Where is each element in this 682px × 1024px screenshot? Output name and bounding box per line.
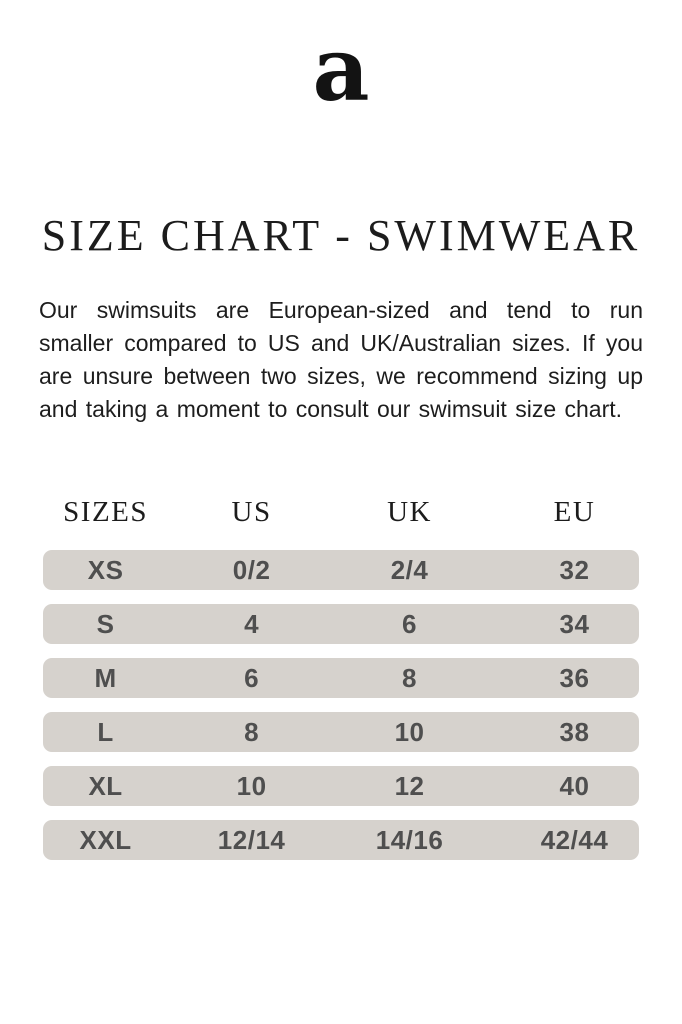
column-header-us: US — [231, 496, 272, 528]
size-label: XL — [88, 770, 123, 801]
size-label: L — [97, 716, 114, 747]
eu-size-value: 36 — [559, 662, 590, 693]
table-row-l — [43, 712, 639, 752]
us-size-value: 12/14 — [217, 824, 286, 855]
column-header-sizes: SIZES — [63, 496, 148, 528]
eu-size-value: 42/44 — [540, 824, 609, 855]
us-size-value: 8 — [244, 716, 260, 747]
table-header-row — [43, 492, 639, 532]
uk-size-value: 12 — [394, 770, 425, 801]
table-row-s — [43, 604, 639, 644]
size-label: M — [94, 662, 117, 693]
eu-size-value: 38 — [559, 716, 590, 747]
us-size-value: 10 — [236, 770, 267, 801]
uk-size-value: 10 — [394, 716, 425, 747]
uk-size-value: 8 — [402, 662, 418, 693]
column-header-eu: EU — [553, 496, 596, 528]
size-conversion-table — [43, 492, 639, 860]
brand-logo: a — [312, 17, 370, 121]
uk-size-value: 14/16 — [375, 824, 444, 855]
uk-size-value: 2/4 — [390, 554, 429, 585]
size-label: XS — [87, 554, 124, 585]
size-label: XXL — [79, 824, 132, 855]
page-title: SIZE CHART - SWIMWEAR — [41, 211, 641, 260]
table-row-xl — [43, 766, 639, 806]
us-size-value: 4 — [244, 608, 260, 639]
us-size-value: 6 — [244, 662, 260, 693]
eu-size-value: 34 — [559, 608, 590, 639]
table-row-xxl — [43, 820, 639, 860]
eu-size-value: 32 — [559, 554, 590, 585]
table-row-xs — [43, 550, 639, 590]
size-label: S — [96, 608, 115, 639]
column-header-uk: UK — [387, 496, 432, 528]
uk-size-value: 6 — [402, 608, 418, 639]
size-guidance-paragraph: Our swimsuits are European-sized and tend to run smaller compared to US and UK/Australian sizes. If you are unsure between two sizes, we recommend sizing up and taking a moment to consult our swimsuit size chart. — [39, 297, 643, 422]
eu-size-value: 40 — [559, 770, 590, 801]
table-row-m — [43, 658, 639, 698]
us-size-value: 0/2 — [232, 554, 271, 585]
